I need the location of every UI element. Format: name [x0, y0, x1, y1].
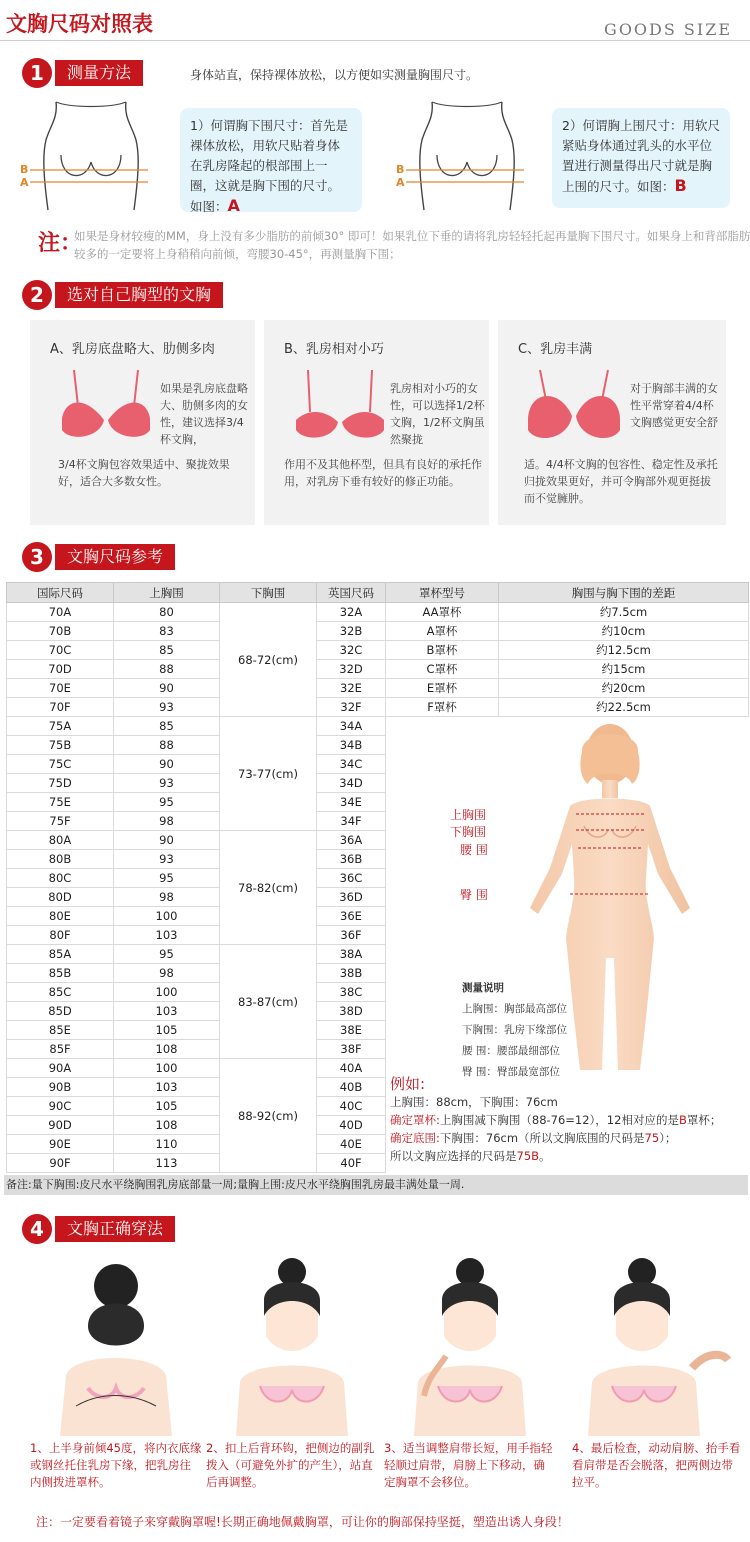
wear-step-2-text: 2、扣上后背环钩，把侧边的副乳拨入（可避免外扩的产生），站直后再调整。 [206, 1441, 375, 1489]
cell-upper-bust: 103 [114, 926, 220, 945]
table-row [7, 622, 749, 641]
cell-difference: 约15cm [499, 660, 749, 679]
cell-intl-size: 90D [7, 1116, 114, 1135]
underbust-info-box [180, 108, 362, 215]
wear-step-1-illustration [30, 1256, 200, 1436]
cell-intl-size: 90A [7, 1059, 114, 1078]
cell-intl-size: 75E [7, 793, 114, 812]
shape-c-title: C、乳房丰满 [518, 342, 593, 357]
section1-title: 测量方法 [55, 60, 143, 86]
cell-upper-bust: 90 [114, 755, 220, 774]
cell-uk-size: 38C [317, 983, 386, 1002]
final-note: 注：一定要看着镜子来穿戴胸罩喔!长期正确地佩戴胸罩，可让你的胸部保持坚挺，塑造出诱人身段！ [36, 1515, 569, 1529]
cell-uk-size: 40F [317, 1154, 386, 1173]
cell-intl-size: 80B [7, 850, 114, 869]
cell-cup-type: C罩杯 [386, 660, 499, 679]
cell-intl-size: 80F [7, 926, 114, 945]
header-difference: 胸围与胸下围的差距 [499, 583, 749, 603]
table-row [7, 660, 749, 679]
label-under-bust: 下胸围 [450, 825, 487, 839]
label-hip: 臀 围 [460, 888, 488, 902]
cell-intl-size: 75C [7, 755, 114, 774]
shape-panel-b [264, 320, 489, 525]
header-cup-type: 罩杯型号 [386, 583, 499, 603]
example-band-value: 75 [644, 1131, 660, 1145]
cell-upper-bust: 93 [114, 774, 220, 793]
bust-info-text: 2）何谓胸上围尺寸：用软尺紧贴身体通过乳头的水平位置进行测量得出尺寸就是胸上围的尺寸。如图： [562, 118, 720, 194]
shape-b-side-text: 乳房相对小巧的女性，可以选择1/2杯文胸，1/2杯文胸虽然聚拢 [390, 382, 485, 446]
cell-upper-bust: 105 [114, 1021, 220, 1040]
section1-number: 1 [22, 58, 52, 88]
torso-illustration-underbust [16, 100, 166, 212]
cell-intl-size: 85B [7, 964, 114, 983]
cell-uk-size: 34F [317, 812, 386, 831]
label-b: B [20, 163, 29, 176]
cell-under-bust-range: 68-72(cm) [220, 603, 317, 717]
section2-number: 2 [22, 280, 52, 310]
cell-upper-bust: 98 [114, 964, 220, 983]
cell-intl-size: 70D [7, 660, 114, 679]
cell-intl-size: 70F [7, 698, 114, 717]
example-line1: 上胸围：88cm，下胸围：76cm [390, 1095, 558, 1109]
cell-uk-size: 36D [317, 888, 386, 907]
section2-title: 选对自己胸型的文胸 [55, 282, 223, 308]
cell-upper-bust: 88 [114, 736, 220, 755]
example-cup-label: 确定罩杯: [390, 1113, 440, 1127]
example-cup-end: 罩杯； [686, 1113, 722, 1127]
example-band-end: ）； [659, 1131, 677, 1145]
cell-uk-size: 36F [317, 926, 386, 945]
table-row [7, 698, 749, 717]
cell-intl-size: 80C [7, 869, 114, 888]
cell-uk-size: 40B [317, 1078, 386, 1097]
bra-full-coverage-icon [524, 368, 624, 448]
example-result-end: 。 [539, 1149, 551, 1163]
cell-uk-size: 38E [317, 1021, 386, 1040]
shape-a-side-text: 如果是乳房底盘略大、肋侧多肉的女性，建议选择3/4杯文胸， [160, 382, 248, 446]
bust-figure-ref: B [674, 176, 687, 195]
cell-upper-bust: 100 [114, 1059, 220, 1078]
cell-under-bust-range: 88-92(cm) [220, 1059, 317, 1173]
table-footnote: 备注:量下胸围:皮尺水平绕胸围乳房底部量一周;量胸上围:皮尺水平绕胸围乳房最丰满处量一周. [4, 1175, 748, 1195]
cell-intl-size: 90B [7, 1078, 114, 1097]
bra-full-cup-icon [56, 368, 156, 448]
cell-intl-size: 70C [7, 641, 114, 660]
cell-uk-size: 32A [317, 603, 386, 622]
cell-upper-bust: 83 [114, 622, 220, 641]
cell-uk-size: 32B [317, 622, 386, 641]
wear-step-4-illustration [572, 1256, 742, 1436]
cell-upper-bust: 108 [114, 1116, 220, 1135]
example-line2 [390, 1111, 721, 1129]
example-result-text: 所以文胸应选择的尺码是 [390, 1149, 517, 1163]
cell-uk-size: 32C [317, 641, 386, 660]
cell-uk-size: 32D [317, 660, 386, 679]
underbust-info-text: 1）何谓胸下围尺寸：首先是裸体放松，用软尺贴着身体在乳房隆起的根部围上一圈，这就是胸下围的尺寸。如图： [190, 118, 348, 214]
cell-intl-size: 70A [7, 603, 114, 622]
table-row [7, 641, 749, 660]
label-waist: 腰 围 [460, 843, 488, 857]
cell-difference: 约20cm [499, 679, 749, 698]
shape-panel-c [498, 320, 726, 525]
example-line3 [390, 1129, 721, 1147]
cell-upper-bust: 85 [114, 641, 220, 660]
section3-number: 3 [22, 542, 52, 572]
shape-c-side-text: 对于胸部丰满的女性平常穿着4/4杯文胸感觉更安全舒 [630, 382, 718, 429]
cell-uk-size: 34E [317, 793, 386, 812]
cell-upper-bust: 105 [114, 1097, 220, 1116]
cell-upper-bust: 80 [114, 603, 220, 622]
label-a: A [20, 176, 29, 189]
section1-intro: 身体站直，保持裸体放松，以方便如实测量胸围尺寸。 [190, 68, 479, 82]
legend-item: 腰 围：腰部最细部位 [462, 1045, 560, 1057]
cell-uk-size: 32F [317, 698, 386, 717]
header-upper-bust: 上胸围 [114, 583, 220, 603]
cell-intl-size: 75F [7, 812, 114, 831]
cell-upper-bust: 95 [114, 869, 220, 888]
cell-uk-size: 40C [317, 1097, 386, 1116]
wear-step-3-illustration [384, 1256, 554, 1436]
cell-difference: 约10cm [499, 622, 749, 641]
shape-panel-a [30, 320, 255, 525]
shape-a-title: A、乳房底盘略大、肋侧多肉 [50, 342, 215, 357]
shape-a-bottom-text: 3/4杯文胸包容效果适中、聚拢效果好，适合大多数女性。 [58, 458, 230, 488]
cell-intl-size: 85F [7, 1040, 114, 1059]
header-under-bust: 下胸围 [220, 583, 317, 603]
cell-intl-size: 90E [7, 1135, 114, 1154]
cell-upper-bust: 113 [114, 1154, 220, 1173]
example-cup-value: B [678, 1113, 687, 1127]
example-heading: 例如: [390, 1075, 426, 1093]
cell-uk-size: 38B [317, 964, 386, 983]
section4-number: 4 [22, 1214, 52, 1244]
section4-title: 文胸正确穿法 [55, 1216, 175, 1242]
cell-intl-size: 70E [7, 679, 114, 698]
label-upper-bust: 上胸围 [450, 808, 487, 822]
torso-illustration-bust [392, 100, 542, 212]
cell-upper-bust: 100 [114, 983, 220, 1002]
wear-step-3-text: 3、适当调整肩带长短，用手指轻轻顺过肩带，肩膀上下移动，确定胸罩不会移位。 [384, 1441, 553, 1489]
cell-difference: 约7.5cm [499, 603, 749, 622]
page-header [0, 0, 750, 42]
cell-under-bust-range: 73-77(cm) [220, 717, 317, 831]
cell-cup-type: F罩杯 [386, 698, 499, 717]
note-text: 如果是身材较瘦的MM，身上没有多少脂肪的前倾30° 即可！如果乳位下垂的请将乳房轻轻托起再量胸下围尺寸。如果身上和背部脂肪较多的一定要将上身稍稍向前倾，弯腰30-45°，再测量胸下围； [74, 229, 750, 261]
cell-uk-size: 36C [317, 869, 386, 888]
cell-upper-bust: 95 [114, 793, 220, 812]
cell-upper-bust: 103 [114, 1002, 220, 1021]
shape-b-title: B、乳房相对小巧 [284, 342, 384, 357]
header-intl-size: 国际尺码 [7, 583, 114, 603]
cell-under-bust-range: 83-87(cm) [220, 945, 317, 1059]
cell-upper-bust: 98 [114, 812, 220, 831]
cell-uk-size: 34D [317, 774, 386, 793]
cell-uk-size: 38A [317, 945, 386, 964]
size-table-header [7, 583, 749, 603]
page-subtitle: GOODS SIZE [604, 20, 732, 39]
cell-intl-size: 80E [7, 907, 114, 926]
cell-intl-size: 80A [7, 831, 114, 850]
cell-uk-size: 32E [317, 679, 386, 698]
example-band-label: 确定底围: [390, 1131, 440, 1145]
cell-upper-bust: 103 [114, 1078, 220, 1097]
legend-title: 测量说明 [462, 982, 504, 994]
legend-item: 下胸围：乳房下缘部位 [462, 1024, 567, 1036]
note-label: 注： [38, 231, 83, 256]
cell-intl-size: 85C [7, 983, 114, 1002]
cell-intl-size: 85D [7, 1002, 114, 1021]
label-a-2: A [396, 176, 405, 189]
label-b-2: B [396, 163, 405, 176]
cell-upper-bust: 93 [114, 698, 220, 717]
cell-cup-type: E罩杯 [386, 679, 499, 698]
measurement-legend [462, 978, 567, 1083]
cell-upper-bust: 110 [114, 1135, 220, 1154]
example-line4 [390, 1147, 721, 1165]
cell-intl-size: 85A [7, 945, 114, 964]
cell-upper-bust: 90 [114, 831, 220, 850]
cell-upper-bust: 100 [114, 907, 220, 926]
cell-upper-bust: 98 [114, 888, 220, 907]
cell-cup-type: B罩杯 [386, 641, 499, 660]
cell-upper-bust: 108 [114, 1040, 220, 1059]
cell-difference: 约12.5cm [499, 641, 749, 660]
cell-uk-size: 36A [317, 831, 386, 850]
cell-difference: 约22.5cm [499, 698, 749, 717]
cell-under-bust-range: 78-82(cm) [220, 831, 317, 945]
section3-title: 文胸尺码参考 [55, 544, 175, 570]
legend-item: 上胸围：胸部最高部位 [462, 1003, 567, 1015]
wear-step-1-text: 1、上半身前倾45度，将内衣底缘或钢丝托住乳房下缘，把乳房往内侧拨进罩杯。 [30, 1441, 202, 1489]
cell-cup-type: AA罩杯 [386, 603, 499, 622]
header-uk-size: 英国尺码 [317, 583, 386, 603]
example-result-value: 75B [516, 1149, 540, 1163]
cell-upper-bust: 88 [114, 660, 220, 679]
size-example [390, 1075, 721, 1165]
page-title: 文胸尺码对照表 [6, 12, 153, 36]
cell-intl-size: 75A [7, 717, 114, 736]
bra-half-cup-icon [290, 368, 390, 448]
shape-b-bottom-text: 作用不及其他杯型，但具有良好的承托作用，对乳房下垂有较好的修正功能。 [284, 458, 482, 488]
example-band-text: 下胸围：76cm（所以文胸底围的尺码是 [439, 1131, 645, 1145]
cell-uk-size: 34A [317, 717, 386, 736]
cell-intl-size: 75D [7, 774, 114, 793]
header-divider [0, 40, 750, 41]
cell-intl-size: 80D [7, 888, 114, 907]
cell-uk-size: 40A [317, 1059, 386, 1078]
cell-upper-bust: 95 [114, 945, 220, 964]
cell-upper-bust: 93 [114, 850, 220, 869]
cell-intl-size: 90C [7, 1097, 114, 1116]
cell-intl-size: 90F [7, 1154, 114, 1173]
cell-uk-size: 38F [317, 1040, 386, 1059]
cell-upper-bust: 90 [114, 679, 220, 698]
table-row [7, 679, 749, 698]
cell-intl-size: 70B [7, 622, 114, 641]
cell-uk-size: 34C [317, 755, 386, 774]
cell-uk-size: 34B [317, 736, 386, 755]
example-cup-text: 上胸围减下胸围（88-76=12），12相对应的是 [439, 1113, 679, 1127]
cell-uk-size: 38D [317, 1002, 386, 1021]
cell-uk-size: 36B [317, 850, 386, 869]
wear-step-4-text: 4、最后检查，动动肩膀、抬手看看肩带是否会脱落，把两侧边带拉平。 [572, 1441, 741, 1489]
wear-step-2-illustration [206, 1256, 376, 1436]
cell-uk-size: 36E [317, 907, 386, 926]
cell-cup-type: A罩杯 [386, 622, 499, 641]
shape-c-bottom-text: 适。4/4杯文胸的包容性、稳定性及承托归拢效果更好，并可令胸部外观更挺拔而不觉臃肿。 [524, 458, 718, 505]
cell-uk-size: 40D [317, 1116, 386, 1135]
cell-intl-size: 85E [7, 1021, 114, 1040]
cell-intl-size: 75B [7, 736, 114, 755]
cell-upper-bust: 85 [114, 717, 220, 736]
underbust-figure-ref: A [227, 196, 240, 215]
cell-uk-size: 40E [317, 1135, 386, 1154]
legend-item: 臀 围：臀部最宽部位 [462, 1066, 560, 1078]
bust-info-box [552, 108, 730, 208]
table-row [7, 603, 749, 622]
